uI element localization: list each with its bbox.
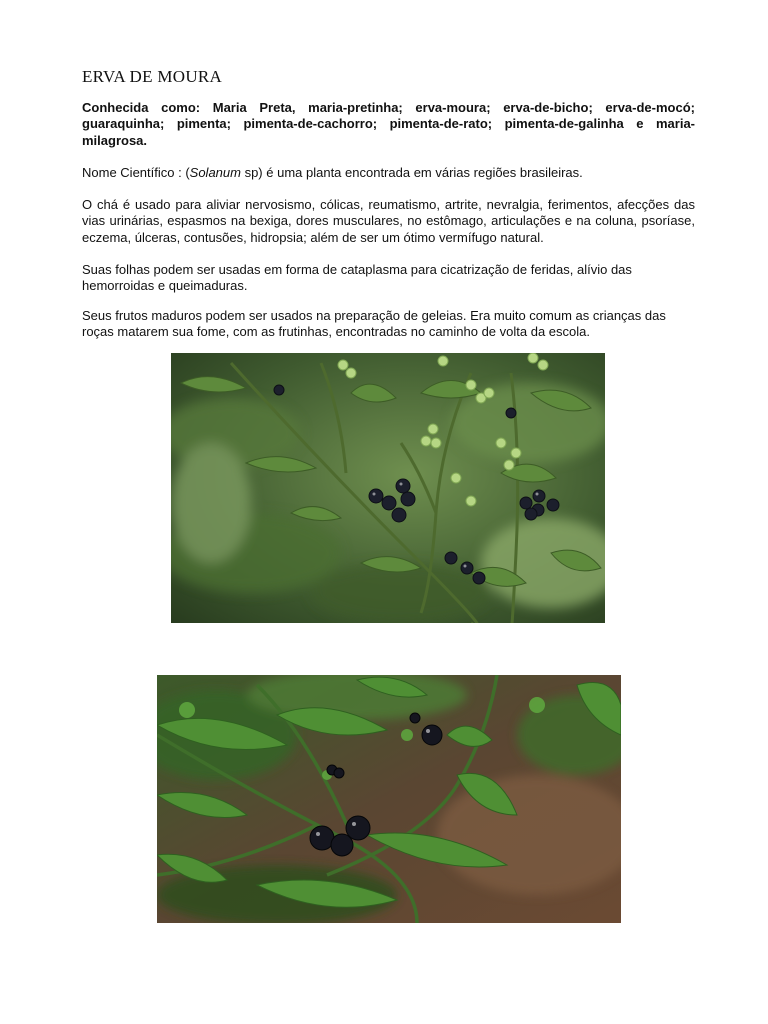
leaves-use-paragraph [82, 262, 695, 295]
scientific-suffix: sp) é uma planta encontrada em várias regiões brasileiras. [240, 165, 583, 180]
document-title: ERVA DE MOURA [82, 67, 223, 86]
scientific-name-paragraph [82, 165, 695, 181]
plant-photo-soil [157, 675, 621, 923]
leaves-line-1: Suas folhas podem ser usadas em forma de cataplasma para cicatrização de feridas, alívio das [82, 262, 632, 277]
fruits-line-1: Seus frutos maduros podem ser usados na preparação de geleias. Era muito comum as crianças das [82, 308, 666, 323]
common-names-paragraph: Conhecida como: Maria Preta, maria-pretinha; erva-moura; erva-de-bicho; erva-de-mocó; guaraquinha; pimenta; pimenta-de-cachorro; pimenta-de-rato; pimenta-de-galinha e maria-milagrosa. [82, 100, 695, 148]
tea-uses-paragraph: O chá é usado para aliviar nervosismo, cólicas, reumatismo, artrite, nevralgia, ferimentos, afecções das vias urinárias, espasmos na bexiga, dores musculares, no estômago, articulações e na coluna, psoríase, eczema, úlceras, contusões, hidropsia; além de ser um ótimo vermífugo natural. [82, 197, 695, 245]
leaves-line-2: hemorroidas e queimaduras. [82, 278, 248, 294]
genus-name: Solanum [189, 165, 241, 180]
fruits-line-2: roças matarem sua fome, com as frutinhas, encontradas no caminho de volta da escola. [82, 324, 590, 340]
fruits-use-paragraph [82, 308, 695, 341]
plant-photo-berries [171, 353, 605, 623]
scientific-prefix: Nome Científico : ( [82, 165, 190, 180]
